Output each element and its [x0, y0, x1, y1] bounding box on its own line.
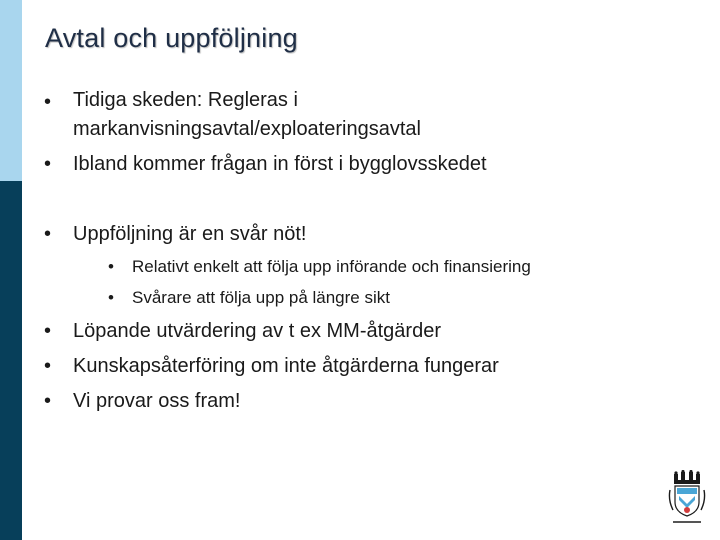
bullet-marker: • [44, 153, 52, 175]
sidebar-accent-light [0, 0, 22, 181]
bullet-marker: • [44, 91, 52, 113]
bullet-marker: • [44, 390, 52, 412]
bullet-marker: • [44, 223, 52, 245]
bullet-text: Relativt enkelt att följa upp införande och finansiering [132, 257, 531, 276]
bullet-marker: • [108, 257, 114, 276]
slide-title: Avtal och uppföljning [45, 23, 298, 53]
bullet-text: Kunskapsåterföring om inte åtgärderna fungerar [73, 355, 499, 377]
bullet-text: Ibland kommer frågan in först i bygglovsskedet [73, 153, 487, 175]
bullet-text: Löpande utvärdering av t ex MM-åtgärder [73, 320, 441, 342]
bullet-marker: • [108, 288, 114, 307]
bullet-text: Svårare att följa upp på längre sikt [132, 288, 390, 307]
bullet-marker: • [44, 355, 52, 377]
sidebar-accent-dark [0, 181, 22, 540]
malmo-coat-of-arms-icon [666, 470, 708, 526]
bullet-text: Vi provar oss fram! [73, 390, 241, 412]
bullet-marker: • [44, 320, 52, 342]
bullet-text: Tidiga skeden: Regleras i markanvisningsavtal/exploateringsavtal [73, 89, 421, 140]
bullet-text: Uppföljning är en svår nöt! [73, 223, 307, 245]
